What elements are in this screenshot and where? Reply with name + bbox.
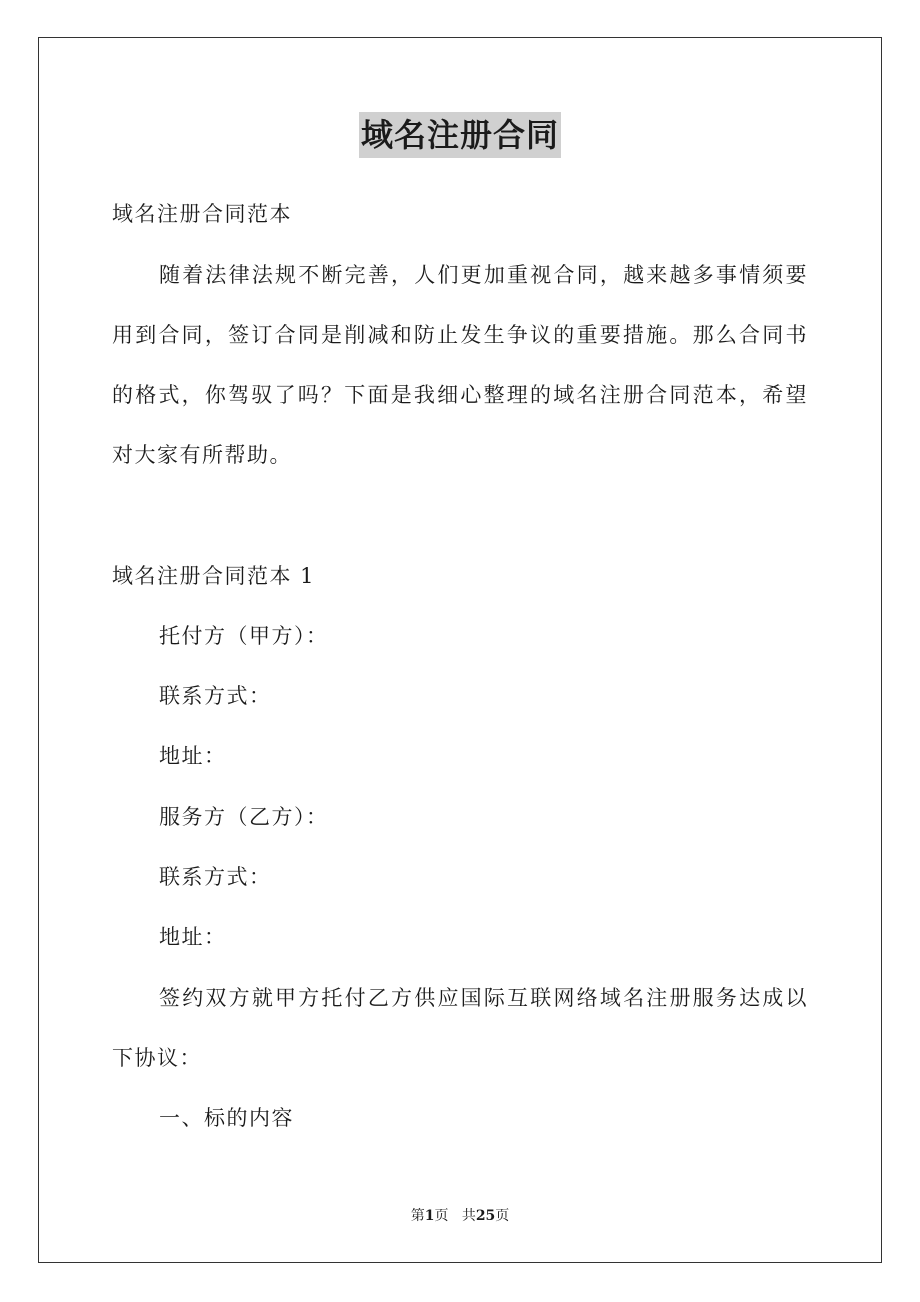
party-b-contact-label: 联系方式：	[159, 865, 272, 889]
footer-total-pages: 25	[475, 1208, 496, 1224]
document-title	[0, 112, 920, 158]
party-b-address-label: 地址：	[159, 925, 227, 949]
paragraph-line: 对大家有所帮助。	[112, 443, 292, 467]
party-a-address-label: 地址：	[159, 744, 227, 768]
document-title-text: 域名注册合同	[359, 112, 561, 158]
party-a-contact-label: 联系方式：	[159, 684, 272, 708]
party-a-label: 托付方（甲方）：	[159, 624, 329, 648]
footer-page-number: 1	[424, 1208, 435, 1224]
agreement-intro-line: 下协议：	[112, 1046, 202, 1070]
page-footer	[0, 1206, 920, 1226]
footer-total-suffix: 页	[495, 1208, 510, 1224]
paragraph-line: 随着法律法规不断完善，人们更加重视合同，越来越多事情须要	[159, 263, 808, 287]
paragraph-line: 用到合同，签订合同是削减和防止发生争议的重要措施。那么合同书	[112, 323, 808, 347]
footer-total-prefix: 共	[461, 1208, 476, 1224]
section-heading-template-1: 域名注册合同范本 1	[112, 564, 316, 588]
clause-heading: 一、标的内容	[159, 1106, 294, 1130]
paragraph-line: 的格式，你驾驭了吗？下面是我细心整理的域名注册合同范本，希望	[112, 383, 808, 407]
section-heading-template: 域名注册合同范本	[112, 202, 292, 226]
party-b-label: 服务方（乙方）：	[159, 805, 329, 829]
footer-page-prefix: 第	[410, 1208, 425, 1224]
footer-page-suffix: 页	[434, 1208, 449, 1224]
agreement-intro-line: 签约双方就甲方托付乙方供应国际互联网络域名注册服务达成以	[159, 986, 808, 1010]
